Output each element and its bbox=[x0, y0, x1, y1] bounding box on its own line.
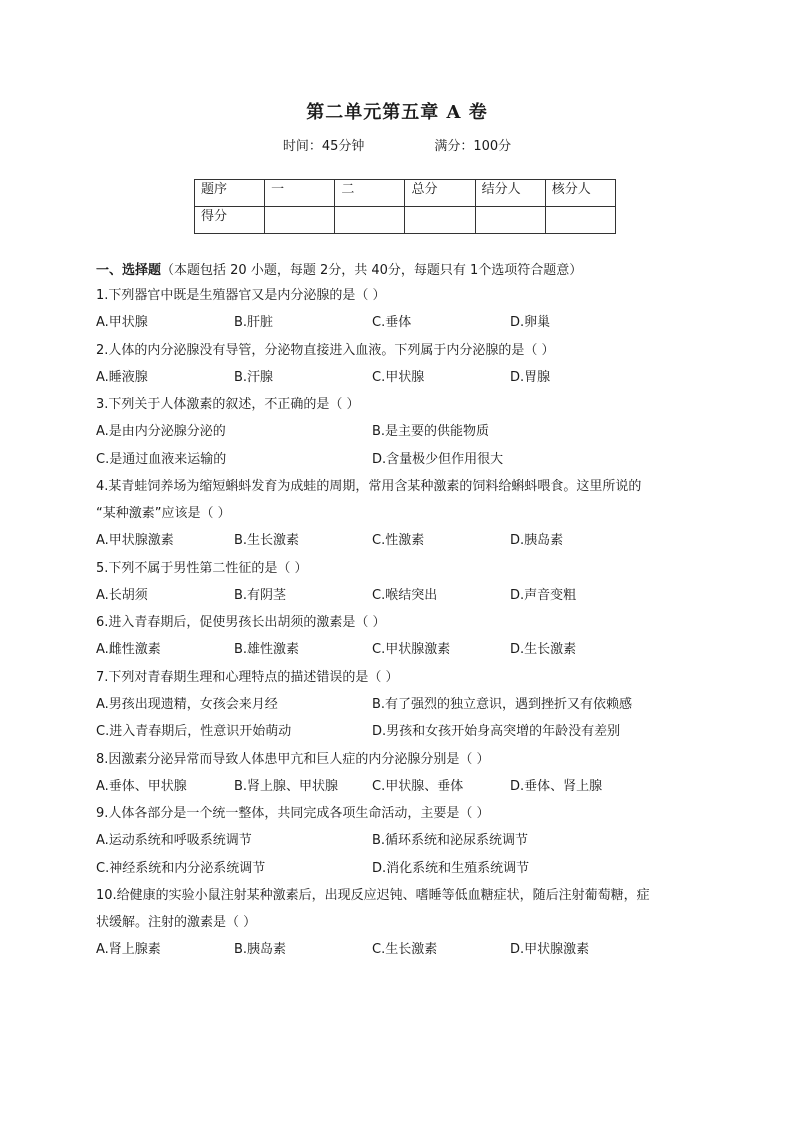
option-b[interactable]: B.有了强烈的独立意识，遇到挫折又有依赖感 bbox=[372, 697, 633, 712]
section-heading bbox=[96, 259, 582, 278]
option-a[interactable]: A.是由内分泌腺分泌的 bbox=[96, 424, 226, 439]
option-a[interactable]: A.甲状腺 bbox=[96, 315, 148, 330]
option-b[interactable]: B.生长激素 bbox=[234, 533, 300, 548]
question-stem: 2.人体的内分泌腺没有导管，分泌物直接进入血液。下列属于内分泌腺的是（ ） bbox=[96, 343, 555, 358]
question-stem: 6.进入青春期后，促使男孩长出胡须的激素是（ ） bbox=[96, 615, 386, 630]
option-b[interactable]: B.有阴茎 bbox=[234, 588, 287, 603]
option-d[interactable]: D.卵巢 bbox=[510, 315, 551, 330]
question-stem: 5.下列不属于男性第二性征的是（ ） bbox=[96, 561, 308, 576]
exam-info bbox=[0, 135, 794, 154]
option-d[interactable]: D.声音变粗 bbox=[510, 588, 577, 603]
option-c[interactable]: C.生长激素 bbox=[372, 942, 438, 957]
score-table-cell: 题序 bbox=[195, 180, 265, 207]
question-stem: 9.人体各部分是一个统一整体，共同完成各项生命活动，主要是（ ） bbox=[96, 806, 490, 821]
option-c[interactable]: C.喉结突出 bbox=[372, 588, 438, 603]
score-table bbox=[194, 179, 616, 234]
score-input-cell[interactable] bbox=[335, 207, 405, 234]
option-c[interactable]: C.垂体 bbox=[372, 315, 412, 330]
question-stem: 4.某青蛙饲养场为缩短蝌蚪发育为成蛙的周期，常用含某种激素的饲料给蝌蚪喂食。这里所说的 bbox=[96, 479, 642, 494]
score-table-cell: 二 bbox=[335, 180, 405, 207]
score-table-header-row bbox=[195, 180, 616, 207]
full-score: 满分：100分 bbox=[434, 139, 512, 154]
question-stem: 10.给健康的实验小鼠注射某种激素后，出现反应迟钝、嗜睡等低血糖症状，随后注射葡萄糖，症 bbox=[96, 888, 650, 903]
score-input-cell[interactable] bbox=[475, 207, 545, 234]
option-a[interactable]: A.男孩出现遗精，女孩会来月经 bbox=[96, 697, 278, 712]
score-table-cell: 核分人 bbox=[545, 180, 615, 207]
option-c[interactable]: C.进入青春期后，性意识开始萌动 bbox=[96, 724, 292, 739]
question-stem-continued: “某种激素”应该是（ ） bbox=[96, 506, 231, 521]
option-d[interactable]: D.胃腺 bbox=[510, 370, 551, 385]
option-a[interactable]: A.睡液腺 bbox=[96, 370, 148, 385]
option-b[interactable]: B.雄性激素 bbox=[234, 642, 300, 657]
option-a[interactable]: A.运动系统和呼吸系统调节 bbox=[96, 833, 252, 848]
score-table-score-row bbox=[195, 207, 616, 234]
option-d[interactable]: D.含量极少但作用很大 bbox=[372, 452, 504, 467]
option-d[interactable]: D.消化系统和生殖系统调节 bbox=[372, 861, 530, 876]
score-input-cell[interactable] bbox=[405, 207, 475, 234]
option-a[interactable]: A.长胡须 bbox=[96, 588, 148, 603]
question-stem: 7.下列对青春期生理和心理特点的描述错误的是（ ） bbox=[96, 670, 399, 685]
score-table-cell: 总分 bbox=[405, 180, 475, 207]
option-b[interactable]: B.汗腺 bbox=[234, 370, 274, 385]
score-table-cell: 得分 bbox=[195, 207, 265, 234]
score-table-cell: 结分人 bbox=[475, 180, 545, 207]
option-c[interactable]: C.神经系统和内分泌系统调节 bbox=[96, 861, 266, 876]
option-d[interactable]: D.生长激素 bbox=[510, 642, 577, 657]
option-c[interactable]: C.性激素 bbox=[372, 533, 425, 548]
score-input-cell[interactable] bbox=[265, 207, 335, 234]
option-b[interactable]: B.肝脏 bbox=[234, 315, 274, 330]
option-c[interactable]: C.甲状腺、垂体 bbox=[372, 779, 464, 794]
question-stem: 8.因激素分泌异常而导致人体患甲亢和巨人症的内分泌腺分别是（ ） bbox=[96, 752, 490, 767]
question-stem: 1.下列器官中既是生殖器官又是内分泌腺的是（ ） bbox=[96, 288, 386, 303]
option-b[interactable]: B.肾上腺、甲状腺 bbox=[234, 779, 339, 794]
option-d[interactable]: D.甲状腺激素 bbox=[510, 942, 590, 957]
section-note: （本题包括 20 小题，每题 2分，共 40分，每题只有 1个选项符合题意） bbox=[161, 263, 583, 278]
option-a[interactable]: A.甲状腺激素 bbox=[96, 533, 174, 548]
option-a[interactable]: A.垂体、甲状腺 bbox=[96, 779, 187, 794]
option-b[interactable]: B.循环系统和泌尿系统调节 bbox=[372, 833, 529, 848]
score-input-cell[interactable] bbox=[545, 207, 615, 234]
option-b[interactable]: B.是主要的供能物质 bbox=[372, 424, 490, 439]
option-d[interactable]: D.胰岛素 bbox=[510, 533, 564, 548]
option-c[interactable]: C.甲状腺激素 bbox=[372, 642, 451, 657]
section-title: 一、选择题 bbox=[96, 263, 162, 278]
option-d[interactable]: D.垂体、肾上腺 bbox=[510, 779, 603, 794]
option-b[interactable]: B.胰岛素 bbox=[234, 942, 287, 957]
option-d[interactable]: D.男孩和女孩开始身高突增的年龄没有差别 bbox=[372, 724, 621, 739]
option-c[interactable]: C.甲状腺 bbox=[372, 370, 425, 385]
score-table-cell: 一 bbox=[265, 180, 335, 207]
time-limit: 时间：45分钟 bbox=[282, 139, 365, 154]
option-a[interactable]: A.肾上腺素 bbox=[96, 942, 161, 957]
page-title: 第二单元第五章 A 卷 bbox=[306, 102, 488, 123]
option-c[interactable]: C.是通过血液来运输的 bbox=[96, 452, 227, 467]
question-stem: 3.下列关于人体激素的叙述，不正确的是（ ） bbox=[96, 397, 360, 412]
question-stem-continued: 状缓解。注射的激素是（ ） bbox=[96, 915, 257, 930]
option-a[interactable]: A.雌性激素 bbox=[96, 642, 161, 657]
